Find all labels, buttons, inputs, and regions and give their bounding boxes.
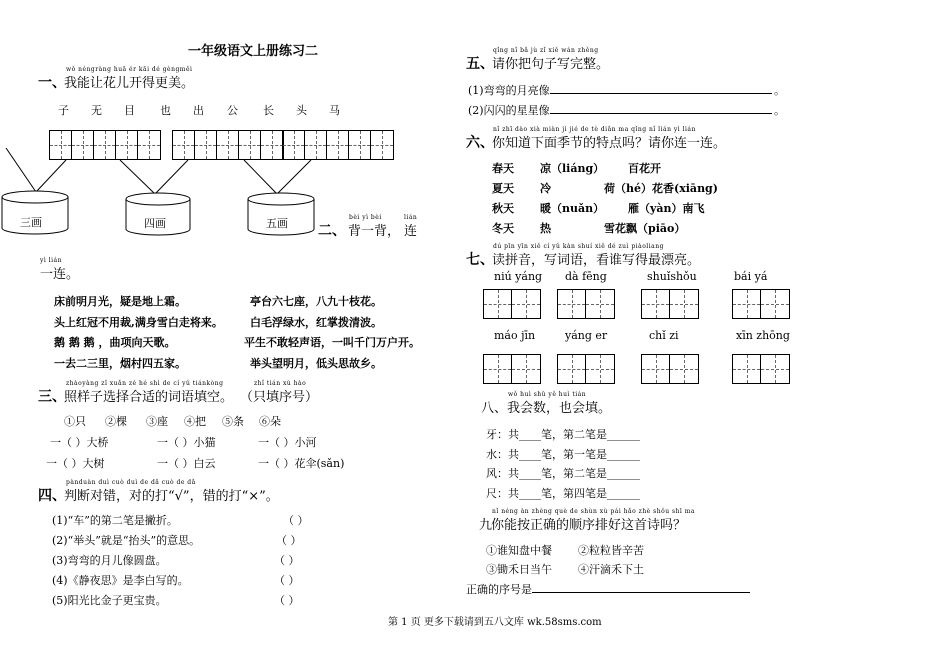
tian-grid[interactable]	[641, 354, 699, 384]
season: 夏天	[492, 182, 514, 195]
s3-pinyin: zhǐ tián xù hào	[254, 380, 307, 387]
stroke-item[interactable]: 风：共____笔，第二笔是______	[486, 467, 640, 480]
tian-grid[interactable]	[641, 289, 699, 319]
option-item: ②棵	[105, 415, 127, 428]
fill-blank[interactable]: 一（ ）小猫	[157, 436, 216, 449]
tian-grid[interactable]	[483, 354, 541, 384]
answer-paren[interactable]: （ ）	[274, 554, 300, 567]
jar-label: 三画	[20, 216, 42, 229]
stroke-item[interactable]: 牙：共____笔，第二笔是______	[486, 428, 640, 441]
tian-grid[interactable]	[483, 289, 541, 319]
s7-pinyin: dú pīn yīn xiě cí yǔ kàn shuí xiě dé zuì piàoliang	[493, 243, 664, 250]
s2-title: 连	[404, 224, 418, 239]
option-item: ③座	[146, 415, 168, 428]
season-scene: 荷（hé）花香(xiāng)	[604, 182, 718, 195]
answer-line[interactable]	[532, 592, 750, 593]
s6-title: 你知道下面季节的特点吗？请你连一连。	[492, 136, 727, 151]
season-scene: 雪花飘（piāo）	[604, 222, 686, 235]
season-feature: 冷	[540, 182, 551, 195]
poem-fragment: ②粒粒皆辛苦	[578, 544, 644, 557]
s4-pinyin: pànduàn duì cuò duì de dǎ cuò de dǎ	[66, 479, 196, 486]
s2-title: 背一背，	[348, 224, 401, 239]
s8-number: 八、	[481, 401, 508, 416]
answer-paren[interactable]: （ ）	[276, 534, 302, 547]
s1-number: 一、	[38, 75, 66, 91]
option-item: ④把	[184, 415, 206, 428]
pinyin-prompt: xīn zhōng	[736, 329, 790, 342]
judge-item: (5)阳光比金子更宝贵。	[52, 594, 167, 607]
poem-line: 床前明月光，疑是地上霜。	[54, 295, 186, 308]
pinyin-prompt: dà fēng	[565, 270, 607, 283]
s8-title: 我会数，也会填。	[507, 401, 612, 416]
tian-grid[interactable]	[557, 289, 615, 319]
s3-title: 照样子选择合适的词语填空。	[64, 390, 234, 405]
sentence-end: 。	[774, 104, 785, 117]
s1-title: 我能让花儿开得更美。	[64, 76, 195, 91]
answer-line[interactable]	[550, 93, 772, 94]
pinyin-prompt: yáng er	[565, 329, 608, 342]
tian-grid[interactable]	[732, 289, 790, 319]
sentence-prompt: (2)闪闪的星星像	[468, 104, 550, 117]
s6-number: 六、	[466, 135, 494, 151]
pinyin-prompt: chǐ zi	[649, 329, 679, 342]
option-item: ⑥朵	[259, 415, 281, 428]
s3-number: 三、	[38, 389, 66, 405]
season-scene: 百花开	[628, 162, 661, 175]
page-footer: 第 1 页 更多下载请到五八文库 wk.58sms.com	[388, 617, 602, 628]
poem-fragment: ①谁知盘中餐	[486, 544, 552, 557]
pinyin-prompt: bái yá	[734, 270, 768, 283]
s7-title: 读拼音，写词语，看谁写得最漂亮。	[492, 253, 701, 268]
season-feature: 凉（liáng）	[540, 162, 605, 175]
s5-title: 请你把句子写完整。	[492, 57, 610, 72]
jar-label: 四画	[144, 217, 166, 230]
s8-pinyin: wǒ huì shǔ yě huì tián	[508, 391, 587, 398]
season: 秋天	[492, 202, 514, 215]
char-item: 目	[124, 104, 135, 117]
sentence-end: 。	[774, 84, 785, 97]
poem-line: 一去二三里，烟村四五家。	[54, 357, 186, 370]
season-feature: 暖（nuǎn）	[540, 202, 605, 215]
s9-title: 你能按正确的顺序排好这首诗吗？	[491, 518, 687, 533]
poem-line: 头上红冠不用裁,满身雪白走将来。	[54, 316, 223, 329]
fill-blank[interactable]: 一（ ）白云	[157, 457, 216, 470]
char-item: 无	[91, 104, 102, 117]
s4-title: 判断对错，对的打“√”，错的打“×”。	[64, 489, 279, 504]
funnel-diagram	[0, 148, 330, 248]
fill-blank[interactable]: 一（ ）花伞(sǎn)	[258, 457, 345, 470]
order-answer-label: 正确的序号是	[466, 583, 532, 596]
sentence-prompt: (1)弯弯的月亮像	[468, 84, 550, 97]
tian-grid[interactable]	[732, 354, 790, 384]
judge-item: (4)《静夜思》是李白写的。	[52, 574, 189, 587]
option-item: ⑤条	[222, 415, 244, 428]
poem-fragment: ③锄禾日当午	[486, 563, 552, 576]
char-item: 长	[263, 104, 274, 117]
char-item: 马	[329, 104, 340, 117]
char-item: 头	[296, 104, 307, 117]
jar-label: 五画	[266, 217, 288, 230]
s1-pinyin: wǒ néngràng huā ér kāi dé gèngměi	[66, 66, 193, 73]
s5-pinyin: qǐng nǐ bǎ jù zǐ xiě wán zhěng	[493, 47, 599, 54]
judge-item: (1)“车”的第二笔是撇折。	[52, 514, 178, 527]
judge-item: (3)弯弯的月儿像圆盘。	[52, 554, 167, 567]
char-item: 子	[58, 104, 69, 117]
s4-number: 四、	[38, 488, 66, 504]
s2-pinyin: yì lián	[40, 257, 62, 264]
option-item: ①只	[64, 415, 86, 428]
season-scene: 雁（yàn）南飞	[628, 202, 705, 215]
pinyin-prompt: máo jīn	[494, 329, 536, 342]
pinyin-prompt: niú yáng	[494, 270, 543, 283]
answer-line[interactable]	[550, 113, 772, 114]
char-item: 出	[193, 104, 204, 117]
answer-paren[interactable]: （ ）	[274, 594, 300, 607]
s3-pinyin: zhàoyàng zǐ xuǎn zé hé shì de cí yǔ tiánkòng	[66, 380, 224, 387]
s7-number: 七、	[466, 252, 494, 268]
poem-line: 举头望明月，低头思故乡。	[250, 357, 382, 370]
answer-paren[interactable]: （ ）	[283, 514, 309, 527]
season: 冬天	[492, 222, 514, 235]
season-feature: 热	[540, 222, 551, 235]
s2-number: 二、	[318, 223, 346, 239]
s6-pinyin: nǐ zhī dào xià miàn jì jié de tè diǎn ma qǐng nǐ lián yì lián	[493, 126, 696, 133]
s2-title: 一连。	[40, 267, 80, 282]
poem-fragment: ④汗滴禾下土	[578, 563, 644, 576]
fill-blank[interactable]: 一（ ）大树	[46, 457, 105, 470]
judge-item: (2)“举头”就是“抬头”的意思。	[52, 534, 201, 547]
poem-line: 白毛浮绿水，红掌拨清波。	[250, 316, 382, 329]
fill-blank[interactable]: 一（ ）小河	[258, 436, 317, 449]
poem-line: 鹅 鹅 鹅 ，曲项向天歌。	[54, 336, 176, 349]
page-title: 一年级语文上册练习二	[188, 44, 319, 59]
season: 春天	[492, 162, 514, 175]
s2-pinyin: bèi yì bèi	[349, 214, 382, 221]
poem-line: 亭台六七座，八九十枝花。	[250, 295, 382, 308]
answer-paren[interactable]: （ ）	[274, 574, 300, 587]
s2-pinyin: lián	[404, 214, 418, 221]
stroke-item[interactable]: 尺：共____笔，第四笔是______	[486, 487, 640, 500]
pinyin-prompt: shuǐshǒu	[647, 270, 697, 283]
s3-title-note: （只填序号）	[240, 390, 319, 405]
poem-line: 平生不敢轻声语，一叫千门万户开。	[244, 336, 420, 349]
fill-blank[interactable]: 一（ ）大桥	[50, 436, 109, 449]
s5-number: 五、	[466, 56, 494, 72]
tian-grid[interactable]	[557, 354, 615, 384]
stroke-item[interactable]: 水：共____笔，第一笔是______	[486, 448, 640, 461]
s9-pinyin: nǐ néng àn zhèng què de shùn xù pái hǎo zhè shǒu shī ma	[492, 508, 696, 515]
s9-number: 九	[479, 518, 493, 533]
char-item: 公	[227, 104, 238, 117]
char-item: 也	[160, 104, 171, 117]
